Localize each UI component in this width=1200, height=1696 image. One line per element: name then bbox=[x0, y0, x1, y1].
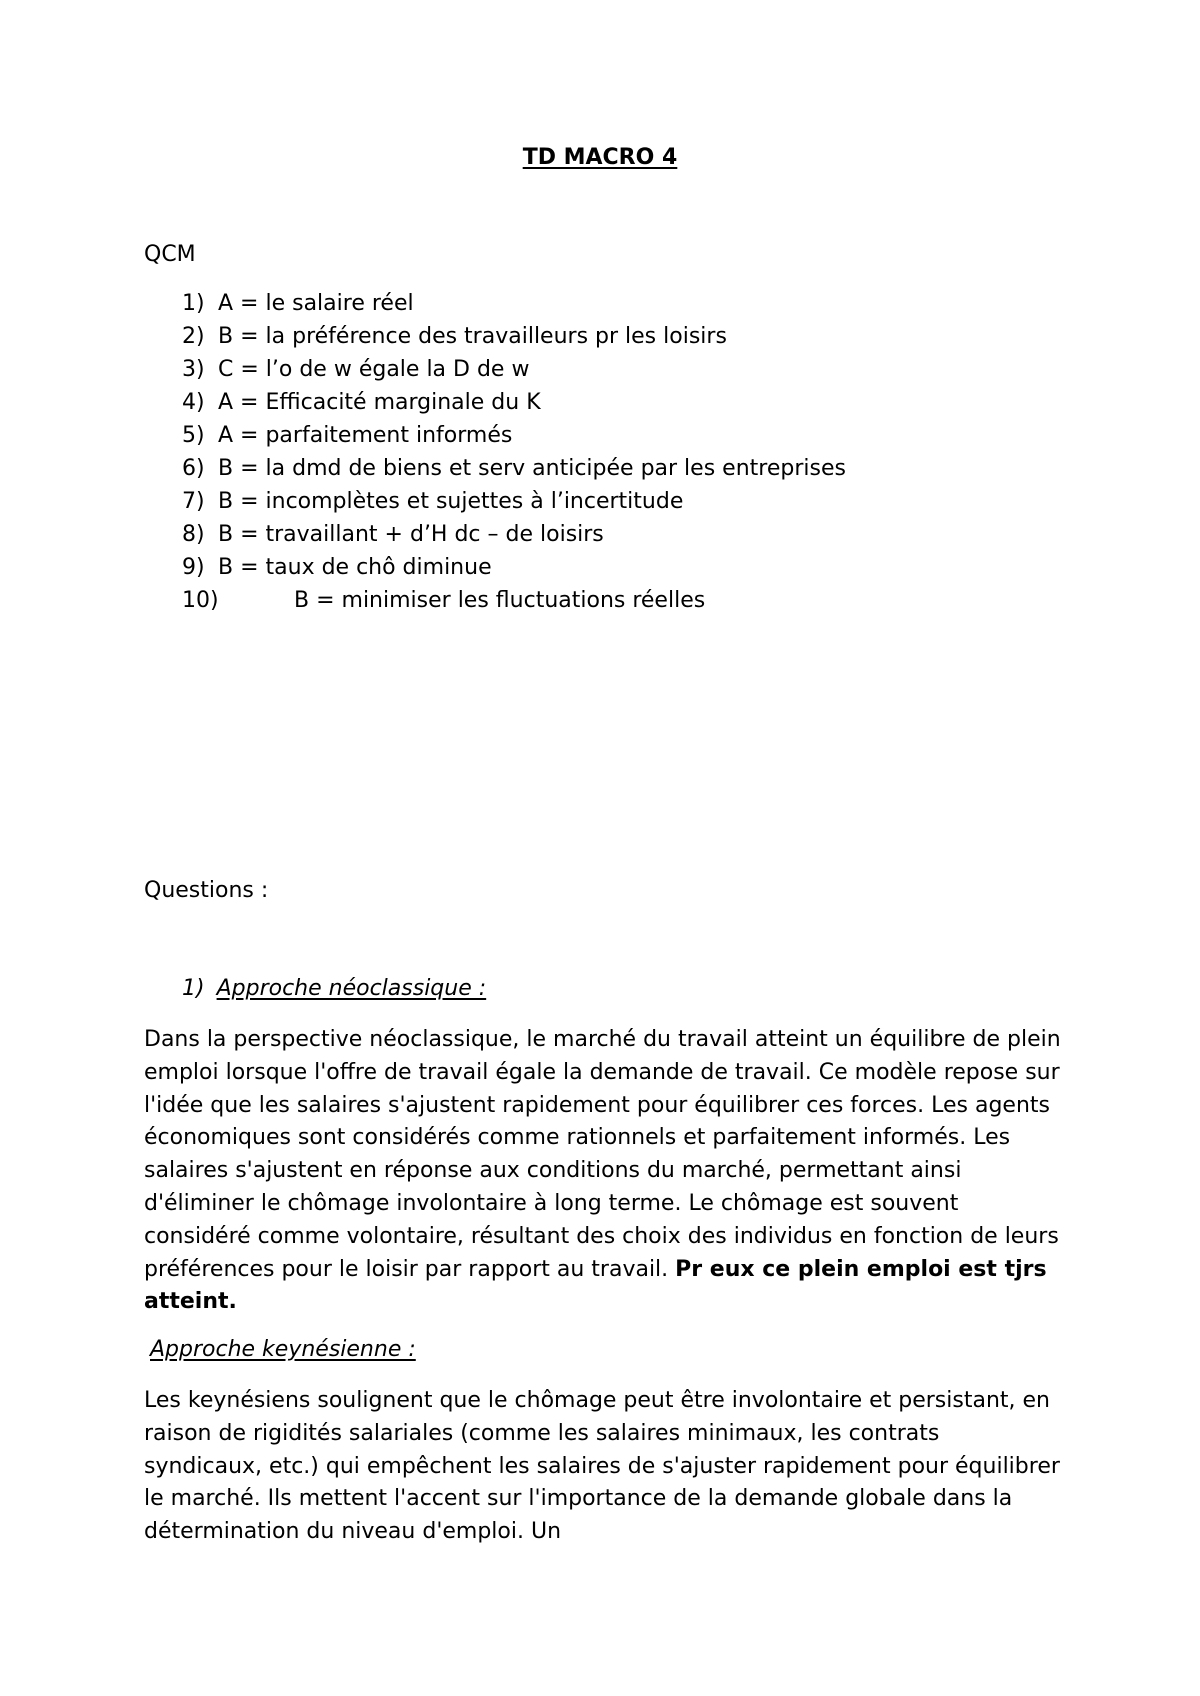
qcm-label: QCM bbox=[144, 242, 196, 267]
paragraph-text: Dans la perspective néoclassique, le marché du travail atteint un équilibre de plein emploi lorsque l'offre de travail égale la demande de travail. Ce modèle repose sur l'idée que les salaires s'ajustent rapidement pour équilibrer ces forces. Les agents économiques sont considérés comme rationnels et parfaitement informés. Les salaires s'ajustent en réponse aux conditions du marché, permettant ainsi d'éliminer le chômage involontaire à long terme. Le chômage est souvent considéré comme volontaire, résultant des choix des individus en fonction de leurs préférences pour le loisir par rapport au travail. bbox=[144, 1027, 1061, 1282]
document-title: TD MACRO 4 bbox=[522, 145, 678, 170]
item-number: 10) bbox=[182, 588, 219, 613]
section-heading-neoclassical bbox=[182, 976, 486, 1001]
item-number: 1) bbox=[182, 291, 205, 316]
item-number: 3) bbox=[182, 357, 205, 382]
list-item bbox=[144, 353, 1064, 386]
list-item bbox=[144, 452, 1064, 485]
paragraph-text: Les keynésiens soulignent que le chômage peut être involontaire et persistant, en raison de rigidités salariales (comme les salaires minimaux, les contrats syndicaux, etc.) qui empêchent les salaires de s'ajuster rapidement pour équilibrer le marché. Ils mettent l'accent sur l'importance de la demande globale dans la détermination du niveau d'emploi. Un bbox=[144, 1388, 1060, 1545]
item-answer: A = le salaire réel bbox=[218, 291, 414, 316]
list-item bbox=[144, 551, 1064, 584]
list-item bbox=[144, 584, 1064, 617]
item-number: 6) bbox=[182, 456, 205, 481]
item-answer: B = incomplètes et sujettes à l’incertitude bbox=[218, 489, 684, 514]
list-item bbox=[144, 320, 1064, 353]
item-answer: A = parfaitement informés bbox=[218, 423, 513, 448]
item-number: 8) bbox=[182, 522, 205, 547]
section-paragraph-neoclassical bbox=[144, 1024, 1064, 1319]
item-answer: B = la préférence des travailleurs pr les loisirs bbox=[218, 324, 727, 349]
item-answer: B = minimiser les fluctuations réelles bbox=[294, 588, 706, 613]
item-number: 4) bbox=[182, 390, 205, 415]
item-number: 5) bbox=[182, 423, 205, 448]
list-item bbox=[144, 485, 1064, 518]
item-answer: B = taux de chô diminue bbox=[218, 555, 492, 580]
list-item bbox=[144, 419, 1064, 452]
paragraph-bold-text: Pr eux ce plein emploi est tjrs atteint. bbox=[144, 1256, 1047, 1315]
item-number: 9) bbox=[182, 555, 205, 580]
questions-label: Questions : bbox=[144, 878, 269, 903]
item-answer: B = la dmd de biens et serv anticipée par les entreprises bbox=[218, 456, 846, 481]
list-item bbox=[144, 287, 1064, 320]
item-number: 2) bbox=[182, 324, 205, 349]
item-answer: B = travaillant + d’H dc – de loisirs bbox=[218, 522, 604, 547]
qcm-answer-list bbox=[144, 287, 1064, 617]
list-item bbox=[144, 518, 1064, 551]
section-heading-keynesian bbox=[150, 1337, 416, 1362]
section-heading-text: Approche néoclassique : bbox=[216, 976, 487, 1001]
section-number: 1) bbox=[182, 976, 205, 1001]
item-answer: A = Efficacité marginale du K bbox=[218, 390, 541, 415]
item-answer: C = l’o de w égale la D de w bbox=[218, 357, 530, 382]
section-paragraph-keynesian bbox=[144, 1385, 1064, 1549]
item-number: 7) bbox=[182, 489, 205, 514]
section-heading-text: Approche keynésienne : bbox=[150, 1337, 416, 1362]
list-item bbox=[144, 386, 1064, 419]
